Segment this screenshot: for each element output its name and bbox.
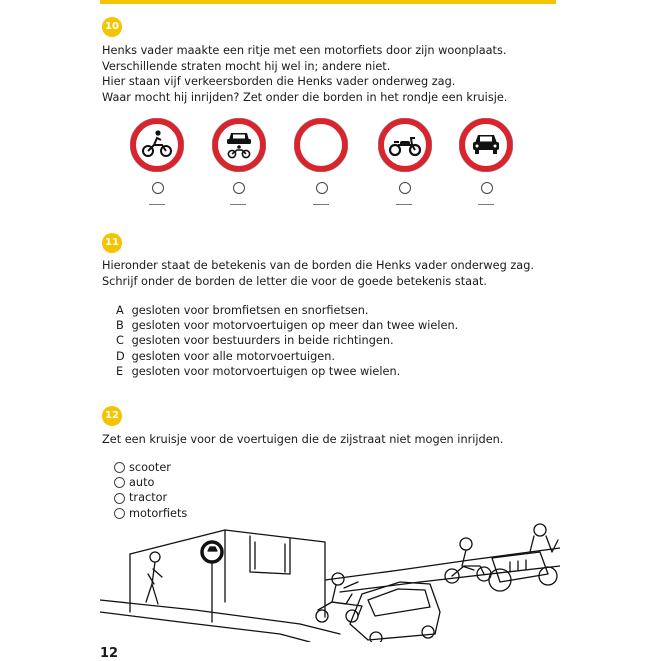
empty-icon xyxy=(294,118,348,172)
question-line: Hieronder staat de betekenis van de borden die Henks vader onderweg zag. xyxy=(102,259,534,272)
sign-3-answer-line[interactable] xyxy=(313,204,329,205)
tractor-checkbox[interactable] xyxy=(114,493,125,504)
sign-5-answer-line[interactable] xyxy=(478,204,494,205)
page-number: 12 xyxy=(100,646,119,661)
vehicle-option-motorfiets[interactable]: motorfiets xyxy=(114,506,187,521)
question-line: Schrijf onder de borden de letter die voor de goede betekenis staat. xyxy=(102,274,488,288)
question-10-text xyxy=(102,43,507,105)
sign-5-checkbox[interactable] xyxy=(481,182,493,194)
motorcycle-icon xyxy=(130,118,184,172)
vehicle-options-list xyxy=(114,460,187,521)
street-scene-illustration xyxy=(100,522,560,642)
question-11-text xyxy=(102,258,534,289)
vehicle-option-auto[interactable]: auto xyxy=(114,475,187,490)
question-line: Henks vader maakte een ritje met een motorfiets door zijn woonplaats. xyxy=(102,44,507,57)
sign-motorcycle xyxy=(130,118,184,172)
sign-3-checkbox[interactable] xyxy=(316,182,328,194)
motorfiets-checkbox[interactable] xyxy=(114,508,125,519)
car-and-moped-icon xyxy=(212,118,266,172)
vehicle-option-tractor[interactable]: tractor xyxy=(114,490,187,505)
scooter-checkbox[interactable] xyxy=(114,462,125,473)
question-number-badge: 10 xyxy=(102,17,122,37)
sign-1-answer-line[interactable] xyxy=(149,204,165,205)
list-item: C gesloten voor bestuurders in beide richtingen. xyxy=(116,334,394,348)
moped-icon xyxy=(378,118,432,172)
auto-checkbox[interactable] xyxy=(114,477,125,488)
vehicle-option-scooter[interactable]: scooter xyxy=(114,460,187,475)
top-accent-bar xyxy=(100,0,556,4)
question-line: Waar mocht hij inrijden? Zet onder die borden in het rondje een kruisje. xyxy=(102,90,508,104)
sign-closed-both-directions xyxy=(294,118,348,172)
sign-4-checkbox[interactable] xyxy=(399,182,411,194)
sign-1-checkbox[interactable] xyxy=(152,182,164,194)
meaning-options-list xyxy=(116,303,458,379)
sign-2-answer-line[interactable] xyxy=(230,204,246,205)
sign-car xyxy=(459,118,513,172)
sign-2-checkbox[interactable] xyxy=(233,182,245,194)
question-line: Zet een kruisje voor de voertuigen die de zijstraat niet mogen inrijden. xyxy=(102,433,504,446)
question-number-badge: 11 xyxy=(102,233,122,253)
list-item: D gesloten voor alle motorvoertuigen. xyxy=(116,349,335,363)
list-item: B gesloten voor motorvoertuigen op meer dan twee wielen. xyxy=(116,319,459,333)
traffic-signs-row xyxy=(0,118,660,218)
list-item: E gesloten voor motorvoertuigen op twee wielen. xyxy=(116,364,401,378)
question-line: Hier staan vijf verkeersborden die Henks vader onderweg zag. xyxy=(102,75,456,88)
sign-car-and-moped xyxy=(212,118,266,172)
question-number-badge: 12 xyxy=(102,406,122,426)
sign-4-answer-line[interactable] xyxy=(396,204,412,205)
car-icon xyxy=(459,118,513,172)
sign-moped xyxy=(378,118,432,172)
list-item: A gesloten voor bromfietsen en snorfietsen. xyxy=(116,304,369,317)
question-line: Verschillende straten mocht hij wel in; andere niet. xyxy=(102,59,391,73)
question-12-text xyxy=(102,432,503,448)
